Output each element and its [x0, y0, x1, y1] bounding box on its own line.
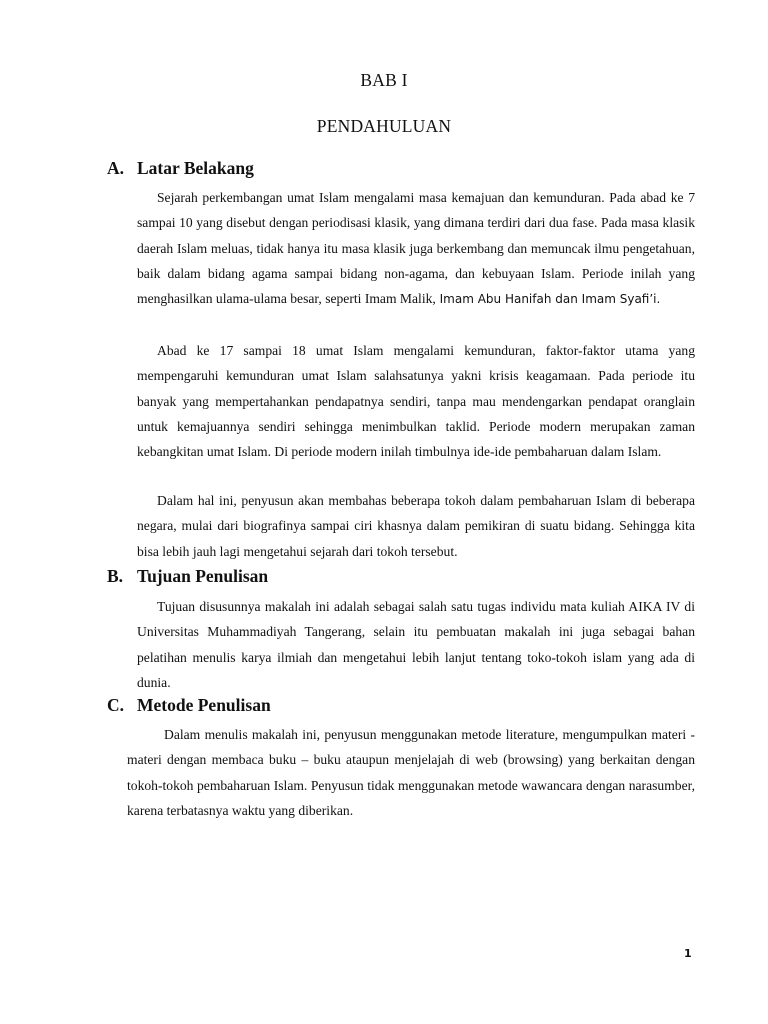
section-title: Tujuan Penulisan — [137, 566, 269, 586]
chapter-number: BAB I — [360, 70, 408, 90]
section-letter: B. — [107, 566, 124, 586]
section-title: Metode Penulisan — [137, 695, 271, 715]
paragraph-text: Dalam menulis makalah ini, penyusun menggunakan metode literature, mengumpulkan materi - materi dengan membaca buku – buku ataupun menjelajah di web (browsing) yang berkaitan dengan tokoh-tokoh pembaharuan Islam. Penyusun tidak menggunakan metode wawancara dengan narasumber, karena terbatasnya waktu yang diberikan. — [127, 727, 695, 818]
paragraph-text-sans: Imam Abu Hanifah dan Imam Syafi’i. — [435, 292, 661, 307]
paragraph — [127, 722, 695, 823]
paragraph — [137, 488, 695, 564]
section-letter: C. — [107, 695, 125, 715]
paragraph — [137, 594, 695, 695]
paragraph — [137, 185, 695, 312]
section-title: Latar Belakang — [137, 158, 254, 178]
section-letter: A. — [107, 158, 125, 178]
section-heading-metode-penulisan — [107, 695, 271, 716]
section-heading-latar-belakang — [107, 158, 254, 179]
page-number: 1 — [684, 947, 692, 960]
paragraph — [137, 338, 695, 464]
paragraph-text: Dalam hal ini, penyusun akan membahas beberapa tokoh dalam pembaharuan Islam di beberapa negara, mulai dari biografinya sampai ciri khasnya dalam pemikiran di suatu bidang. Sehingga kita bisa lebih jauh lagi mengetahui sejarah dari tokoh tersebut. — [137, 493, 695, 559]
paragraph-text: Tujuan disusunnya makalah ini adalah sebagai salah satu tugas individu mata kuliah AIKA IV di Universitas Muhammadiyah Tangerang, selain itu pembuatan makalah ini juga sebagai bahan pelatihan menulis karya ilmiah dan mengetahui lebih lanjut tentang toko-tokoh islam yang ada di dunia. — [137, 599, 695, 690]
chapter-title: PENDAHULUAN — [316, 116, 452, 136]
section-heading-tujuan-penulisan — [107, 566, 268, 587]
paragraph-text: Sejarah perkembangan umat Islam mengalami masa kemajuan dan kemunduran. Pada abad ke 7 sampai 10 yang disebut dengan periodisasi klasik, yang dimana terdiri dari dua fase. Pada masa klasik daerah Islam meluas, tidak hanya itu masa klasik juga berkembang dan memuncak ilmu pengetahuan, baik dalam bidang agama sampai bidang non-agama, dan kebuyaan Islam. Periode inilah yang menghasilkan ulama-ulama besar, seperti Imam Malik, — [137, 190, 695, 307]
paragraph-text: Abad ke 17 sampai 18 umat Islam mengalami kemunduran, faktor-faktor utama yang mempengaruhi kemunduran umat Islam salahsatunya yakni krisis keagamaan. Pada periode itu banyak yang mempertahankan pendapatnya sendiri, tanpa mau mendengarkan pendapat oranglain untuk kemajuannya sendiri sehingga menimbulkan taklid. Periode modern merupakan zaman kebangkitan umat Islam. Di periode modern inilah timbulnya ide-ide pembaharuan dalam Islam. — [137, 343, 695, 460]
